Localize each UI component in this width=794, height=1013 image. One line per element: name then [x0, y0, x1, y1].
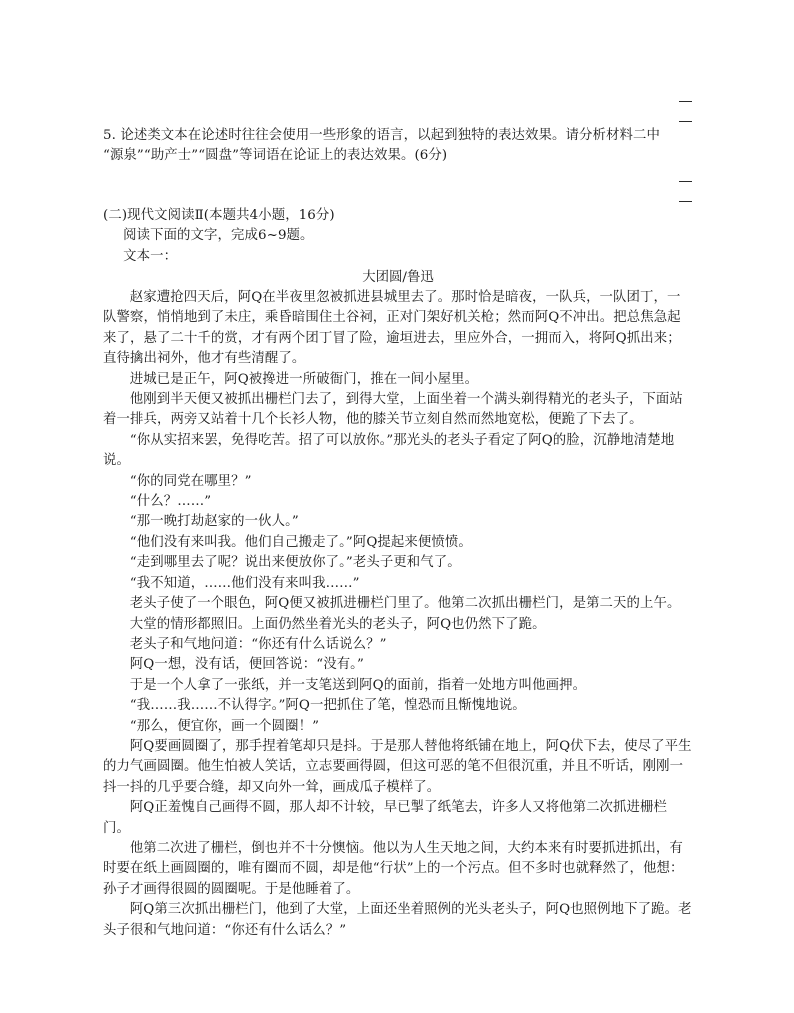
- story-paragraph: 进城已是正午，阿Q被搀进一所破衙门，推在一间小屋里。: [129, 371, 479, 387]
- story-paragraph: 阿Q一想，没有话，便回答说：“没有。”: [129, 657, 364, 673]
- story-paragraph: 老头子和气地问道：“你还有什么话说么？”: [129, 636, 387, 652]
- story-paragraph: 阿Q要画圆圈了，那手捏着笔却只是抖。于是那人替他将纸铺在地上，阿Q伏下去，使尽了平生的力气画圆圈。他生怕被人笑话，立志要画得圆，但这可恶的笔不但很沉重，并且不听话，刚刚一抖一抖的几乎要合缝，却又向外一耸，画成瓜子模样了。: [103, 738, 692, 795]
- answer-line: [679, 101, 692, 102]
- section-heading: (二)现代文阅读Ⅱ(本题共4小题，16分): [103, 208, 335, 223]
- story-paragraph: 老头子使了一个眼色，阿Q便又被抓进栅栏门里了。他第二次抓出栅栏门，是第二天的上午。: [129, 596, 681, 612]
- text-label: 文本一：: [123, 248, 178, 264]
- question-5-line-1: 5. 论述类文本在论述时往往会使用一些形象的语言，以起到独特的表达效果。请分析材料二中: [103, 128, 660, 143]
- story-paragraph: “他们没有来叫我。他们自己搬走了。”阿Q提起来便愤愤。: [129, 534, 472, 550]
- story-paragraph: 他刚到半天便又被抓出栅栏门去了，到得大堂，上面坐着一个满头剃得精光的老头子，下面站着一排兵，两旁又站着十几个长衫人物，他的膝关节立刻自然而然地宽松，便跪了下去了。: [103, 392, 683, 428]
- answer-line: [679, 181, 692, 182]
- story-paragraph: “我不知道，……他们没有来叫我……”: [129, 575, 360, 591]
- answer-line: [679, 121, 692, 122]
- story-paragraph: “你从实招来罢，免得吃苦。招了可以放你。”那光头的老头子看定了阿Q的脸，沉静地清楚地说。: [103, 432, 675, 469]
- story-paragraph: “那么，便宜你，画一个圆圈！”: [129, 718, 320, 734]
- story-paragraph: “你的同党在哪里？”: [129, 473, 252, 489]
- question-5-line-2: “源泉”“助产士”“圆盘”等词语在论证上的表达效果。(6分): [103, 148, 448, 164]
- story-paragraph: “我……我……不认得字。”阿Q一把抓住了笔，惶恐而且惭愧地说。: [129, 698, 526, 714]
- story-paragraph: “什么？……”: [129, 494, 212, 510]
- story-paragraph: 他第二次进了栅栏，倒也并不十分懊恼。他以为人生天地之间，大约本来有时要抓进抓出，有时要在纸上画圆圈的，唯有圈而不圆，却是他“行状”上的一个污点。但不多时也就释然了，他想：孙子才画得很圆的圆圈呢。于是他睡着了。: [103, 840, 684, 897]
- story-paragraph: 阿Q正羞愧自己画得不圆，那人却不计较，早已掣了纸笔去，许多人又将他第二次抓进栅栏门。: [103, 800, 668, 836]
- answer-line: [679, 201, 692, 202]
- section-instruction: 阅读下面的文字，完成6~9题。: [123, 228, 314, 244]
- story-paragraph: “走到哪里去了呢？说出来便放你了。”老头子更和气了。: [129, 555, 461, 571]
- story-title: 大团圆/鲁迅: [362, 270, 434, 285]
- story-paragraph: 赵家遭抢四天后，阿Q在半夜里忽被抓进县城里去了。那时恰是暗夜，一队兵，一队团丁，一队警察，悄悄地到了未庄，乘昏暗围住土谷祠，正对门架好机关枪；然而阿Q不冲出。把总焦急起来了，悬了二十千的赏，才有两个团丁冒了险，逾垣进去，里应外合，一拥而入，将阿Q抓出来；直待擒出祠外，他才有些清醒了。: [103, 290, 681, 367]
- story-paragraph: 大堂的情形都照旧。上面仍然坐着光头的老头子，阿Q也仍然下了跪。: [129, 616, 546, 632]
- question-5: [103, 126, 693, 167]
- story-paragraph: 阿Q第三次抓出栅栏门，他到了大堂，上面还坐着照例的光头老头子，阿Q也照例地下了跪。老头子很和气地问道：“你还有什么话么？”: [103, 902, 692, 938]
- section-header: [103, 206, 693, 267]
- story-paragraph: 于是一个人拿了一张纸，并一支笔送到阿Q的面前，指着一处地方叫他画押。: [129, 677, 587, 693]
- story-paragraph: “那一晚打劫赵家的一伙人。”: [129, 514, 299, 530]
- story-body: [103, 288, 693, 941]
